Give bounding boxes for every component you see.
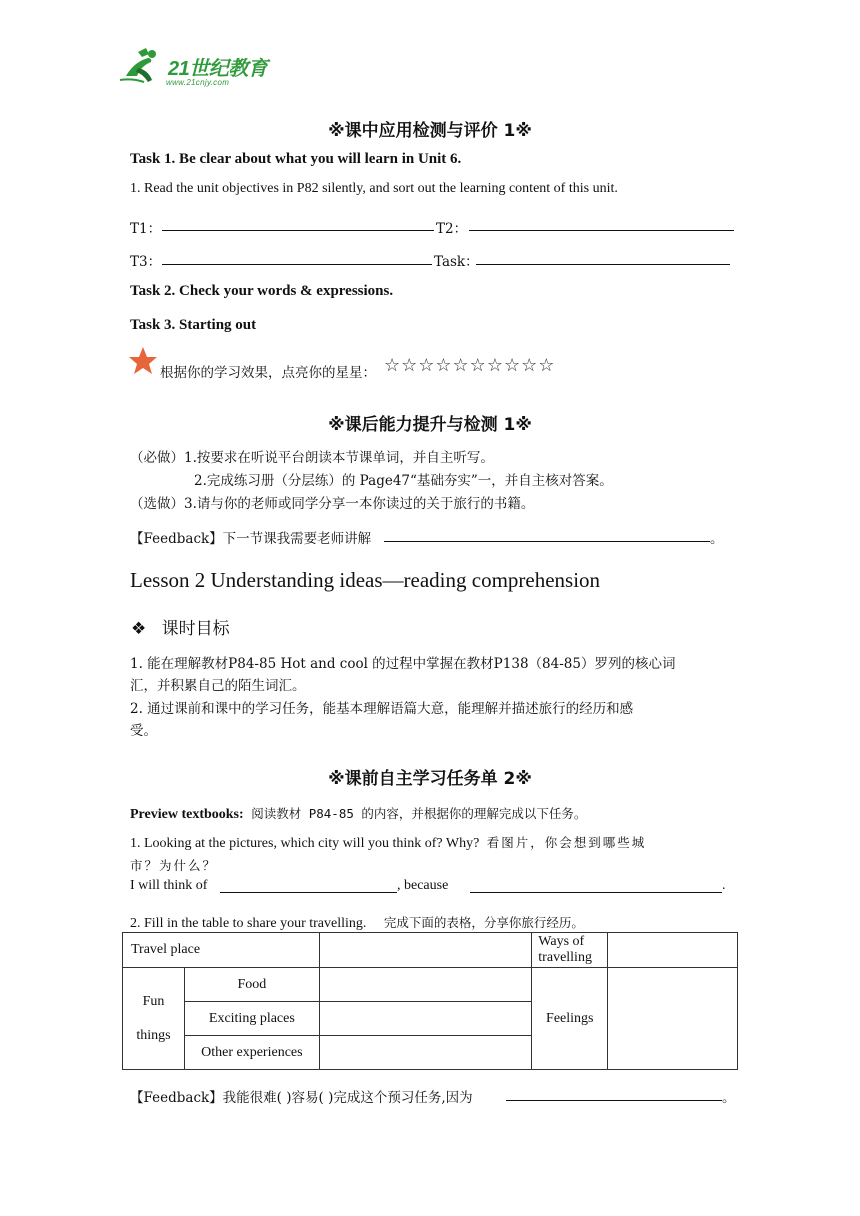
q1-end: . <box>722 878 726 893</box>
logo-url: www.21cnjy.com <box>166 78 230 87</box>
task3-title: Task 3. Starting out <box>130 317 257 333</box>
goal-2-line-b: 受。 <box>130 723 157 739</box>
row-exciting-label: Exciting places <box>184 1002 319 1036</box>
star-icon <box>128 346 158 376</box>
t2-blank[interactable] <box>469 230 734 231</box>
row-food-cell[interactable] <box>319 968 532 1002</box>
feedback-teacher-blank[interactable] <box>384 541 710 542</box>
feelings-cell[interactable] <box>608 968 738 1070</box>
q1-think-label: I will think of <box>130 878 208 893</box>
diamond-bullet-icon: ❖ <box>131 619 147 639</box>
question-2-en: 2. Fill in the table to share your travelling. <box>130 916 367 931</box>
homework-line-3: （选做）3.请与你的老师或同学分享一本你读过的关于旅行的书籍。 <box>130 496 535 512</box>
feelings-label: Feelings <box>532 968 608 1070</box>
t1-label: T1： <box>130 221 162 237</box>
goal-1-line-b: 汇，并积累自己的陌生词汇。 <box>130 678 306 694</box>
section-title-preview: ※课前自主学习任务单 2※ <box>328 769 532 789</box>
travel-table <box>122 932 738 1070</box>
feedback-preview-end: 。 <box>722 1090 736 1106</box>
travel-place-label: Travel place <box>123 933 320 968</box>
travel-place-cell[interactable] <box>319 933 532 968</box>
row-other-cell[interactable] <box>319 1036 532 1070</box>
feedback-preview-label: 【Feedback】我能很难( )容易( )完成这个预习任务,因为 <box>130 1090 473 1106</box>
ways-cell[interactable] <box>608 933 738 968</box>
t1-blank[interactable] <box>162 230 434 231</box>
task-blank[interactable] <box>476 264 730 265</box>
logo-brand: 21世纪教育 <box>168 58 268 80</box>
task1-title: Task 1. Be clear about what you will learn in Unit 6. <box>130 151 462 167</box>
lesson-title: Lesson 2 Understanding ideas—reading comprehension <box>130 568 601 592</box>
question-2 <box>130 913 584 932</box>
question-1 <box>130 833 646 852</box>
star-prompt: 根据你的学习效果，点亮你的星星： <box>160 365 376 381</box>
t3-blank[interactable] <box>162 264 432 265</box>
t2-label: T2： <box>436 221 468 237</box>
q1-city-blank[interactable] <box>220 892 397 893</box>
task2-title: Task 2. Check your words & expressions. <box>130 283 394 299</box>
rating-stars[interactable]: ☆☆☆☆☆☆☆☆☆☆ <box>384 355 556 376</box>
task-label: Task： <box>434 254 479 270</box>
q1-reason-blank[interactable] <box>470 892 722 893</box>
preview-label: Preview textbooks: <box>130 807 244 822</box>
fun-things-label <box>123 968 185 1070</box>
goal-2-line-a: 2. 通过课前和课中的学习任务，能基本理解语篇大意，能理解并描述旅行的经历和感 <box>130 701 634 717</box>
t3-label: T3： <box>130 254 162 270</box>
goal-title: 课时目标 <box>161 619 230 639</box>
preview-instruction: 阅读教材 P84-85 的内容，并根据你的理解完成以下任务。 <box>243 806 587 821</box>
row-food-label: Food <box>184 968 319 1002</box>
preview-line <box>130 804 586 823</box>
question-1-en: 1. Looking at the pictures, which city will you think of? Why? <box>130 836 480 851</box>
things-label: things <box>136 1027 171 1043</box>
row-other-label: Other experiences <box>184 1036 319 1070</box>
task1-item: 1. Read the unit objectives in P82 silently, and sort out the learning content of this unit. <box>130 181 618 196</box>
goal-heading <box>131 614 230 639</box>
section-title-after-class: ※课后能力提升与检测 1※ <box>328 415 532 435</box>
q1-because-label: , because <box>397 878 449 893</box>
section-title-in-class: ※课中应用检测与评价 1※ <box>328 121 532 141</box>
feedback-teacher-label: 【Feedback】下一节课我需要老师讲解 <box>130 531 372 547</box>
feedback-teacher-end: 。 <box>710 531 724 547</box>
homework-line-2: 2.完成练习册（分层练）的 Page47“基础夯实”一，并自主核对答案。 <box>194 473 613 489</box>
question-1-cn-b: 市？为什么？ <box>130 858 218 873</box>
ways-label: Ways of travelling <box>532 933 608 968</box>
fun-label: Fun <box>142 993 165 1009</box>
question-1-cn: 看图片，你会想到哪些城 <box>486 835 647 850</box>
goal-1-line-a: 1. 能在理解教材P84-85 Hot and cool 的过程中掌握在教材P138（84-85）罗列的核心词 <box>130 656 676 672</box>
homework-line-1: （必做）1.按要求在听说平台朗读本节课单词，并自主听写。 <box>130 450 494 466</box>
row-exciting-cell[interactable] <box>319 1002 532 1036</box>
question-2-cn: 完成下面的表格，分享你旅行经历。 <box>383 915 584 930</box>
feedback-preview-blank[interactable] <box>506 1100 722 1101</box>
